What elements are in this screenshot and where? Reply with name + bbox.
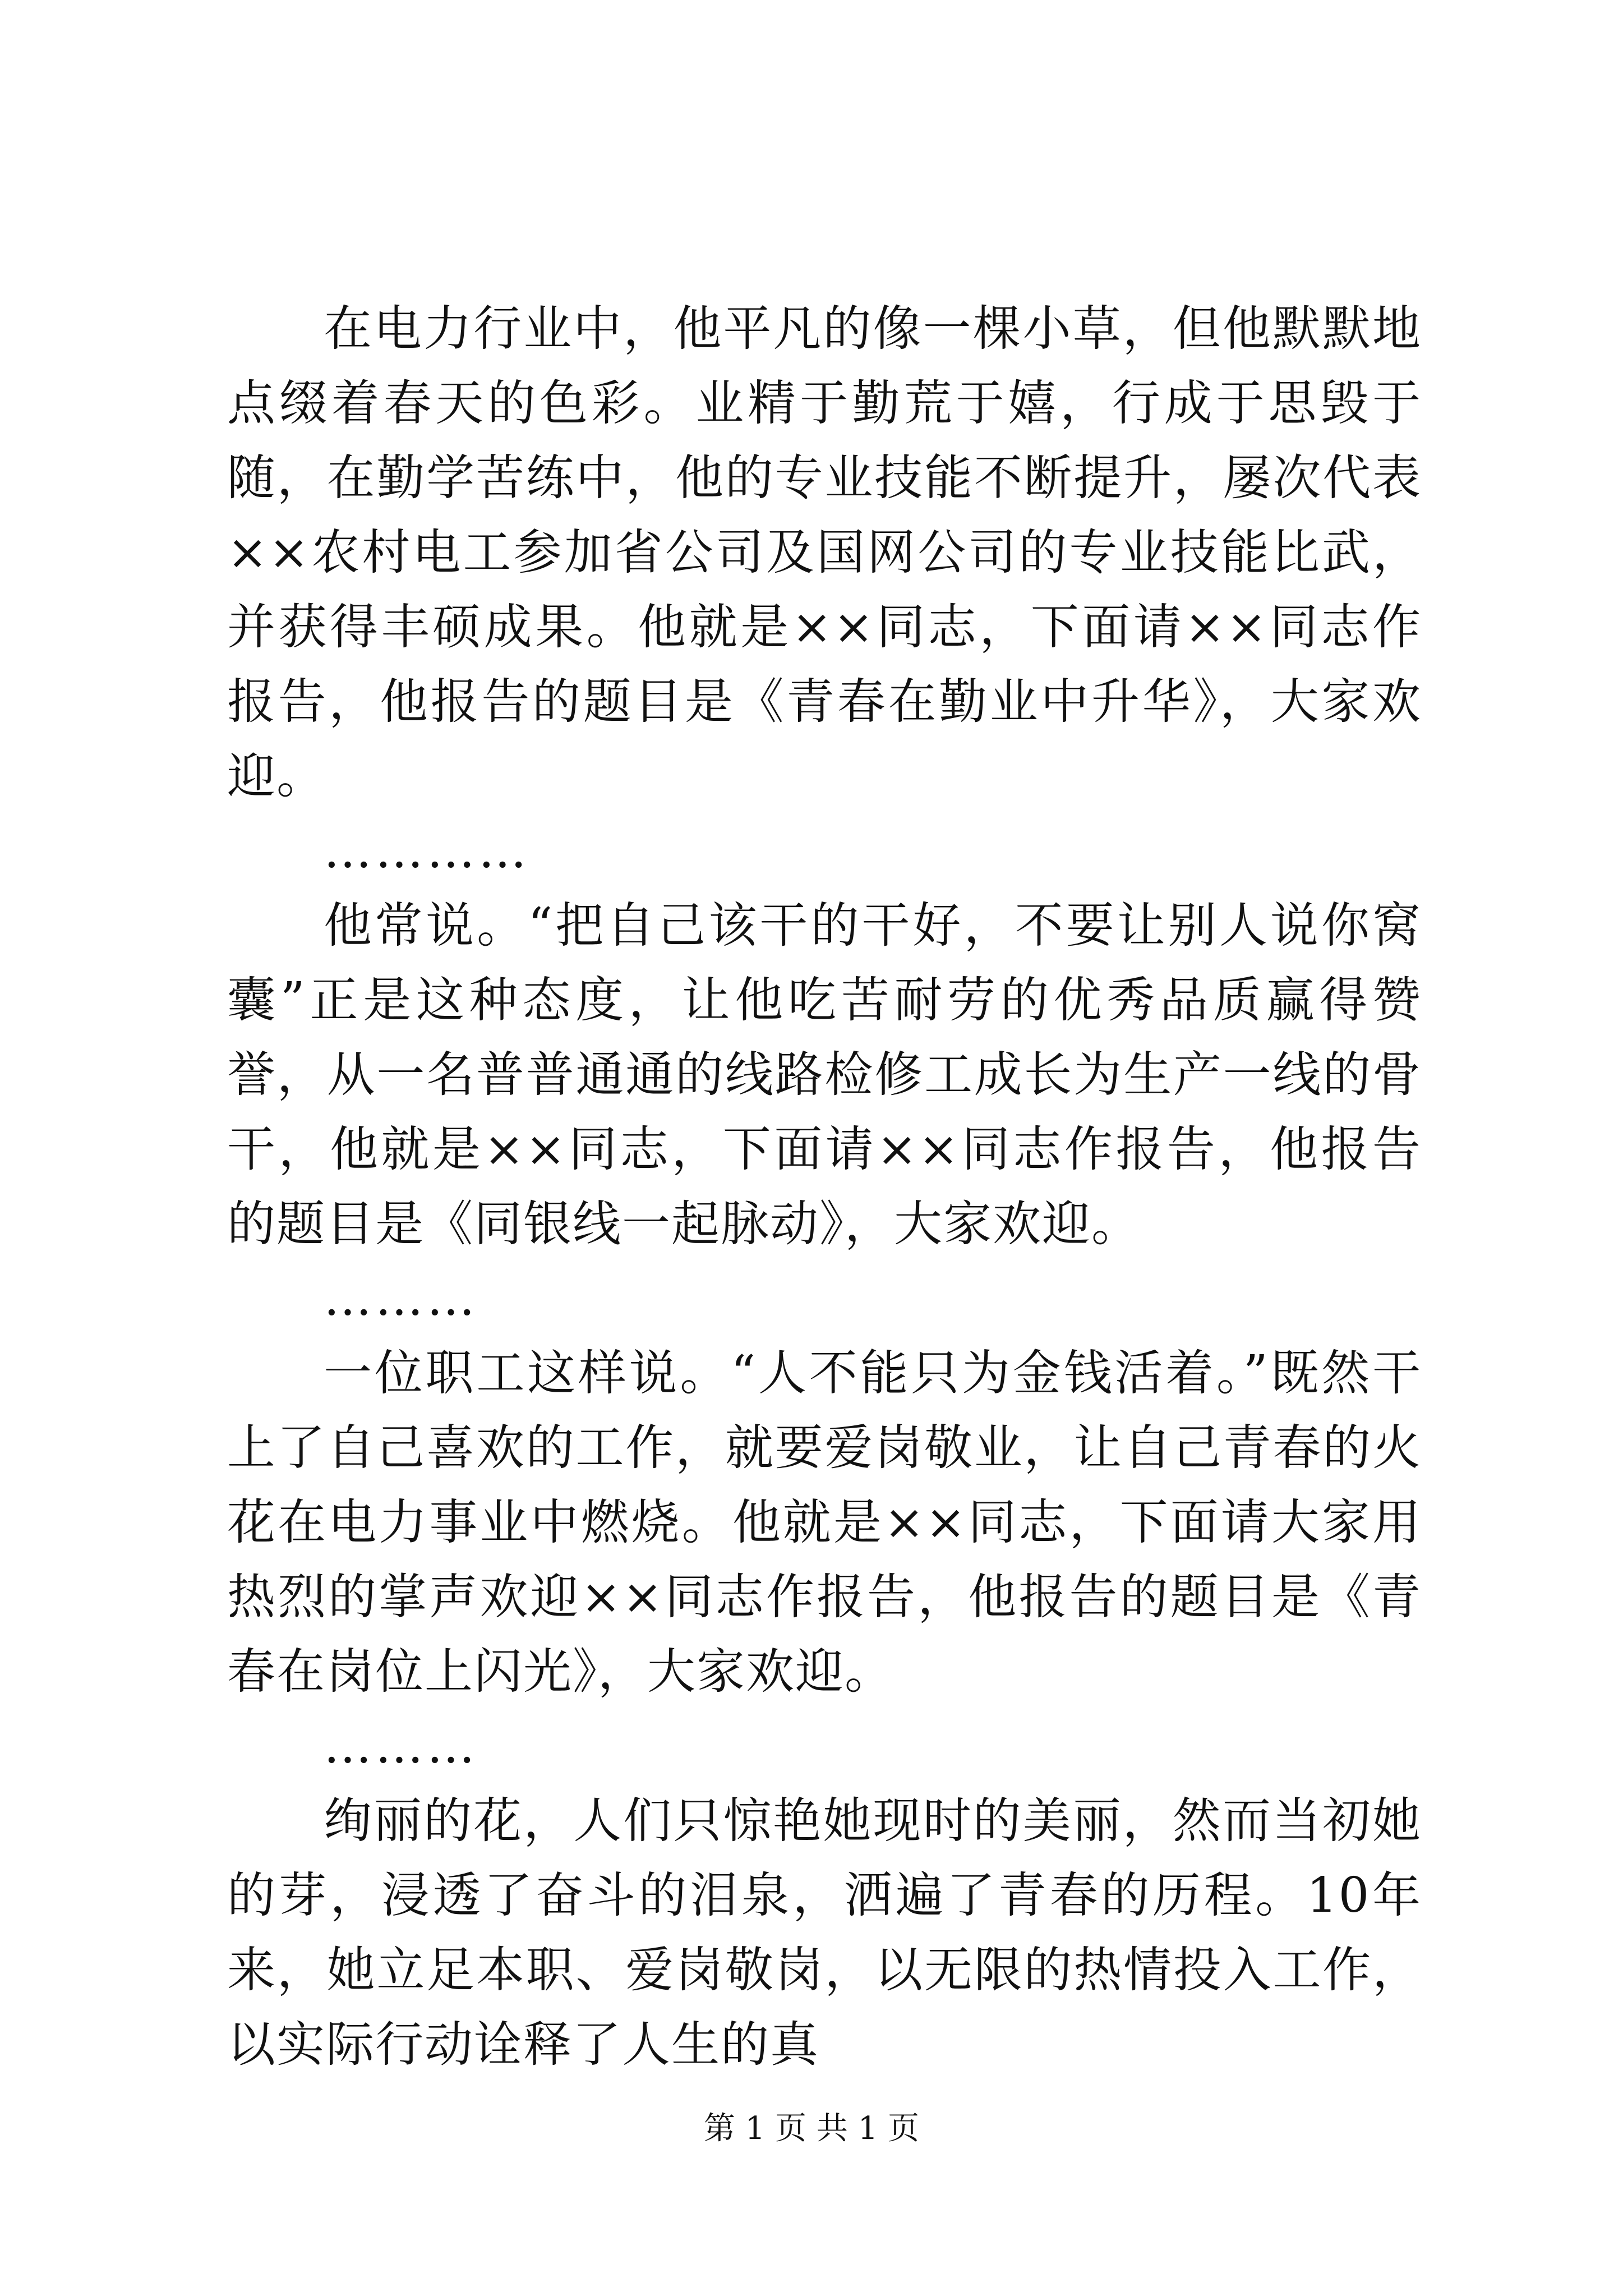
document-body <box>227 292 1422 2082</box>
paragraph-2: 他常说。“把自己该干的干好，不要让别人说你窝囊”正是这种态度，让他吃苦耐劳的优秀品质赢得赞誉，从一名普普通通的线路检修工成长为生产一线的骨干，他就是××同志，下面请××同志作报告，他报告的题目是《同银线一起脉动》，大家欢迎。 <box>227 898 1422 1252</box>
paragraph-1: 在电力行业中，他平凡的像一棵小草，但他默默地点缀着春天的色彩。业精于勤荒于嬉，行成于思毁于随，在勤学苦练中，他的专业技能不断提升，屡次代表××农村电工参加省公司及国网公司的专业技能比武，并获得丰硕成果。他就是××同志，下面请××同志作报告，他报告的题目是《青春在勤业中升华》，大家欢迎。 <box>227 301 1422 804</box>
paragraph-3: 一位职工这样说。“人不能只为金钱活着。”既然干上了自己喜欢的工作，就要爱岗敬业，让自己青春的火花在电力事业中燃烧。他就是××同志，下面请大家用热烈的掌声欢迎××同志作报告，他报告的题目是《青春在岗位上闪光》，大家欢迎。 <box>227 1345 1422 1700</box>
ellipsis-separator-2: ……… <box>324 1271 478 1327</box>
page-footer: 第 1 页 共 1 页 <box>703 2110 920 2147</box>
ellipsis-separator-3: ……… <box>324 1718 478 1774</box>
paragraph-4: 绚丽的花，人们只惊艳她现时的美丽，然而当初她的芽，浸透了奋斗的泪泉，洒遍了青春的历程。10年来，她立足本职、爱岗敬岗，以无限的热情投入工作，以实际行动诠释了人生的真 <box>227 1793 1422 2073</box>
ellipsis-separator-1: ………… <box>324 823 530 879</box>
